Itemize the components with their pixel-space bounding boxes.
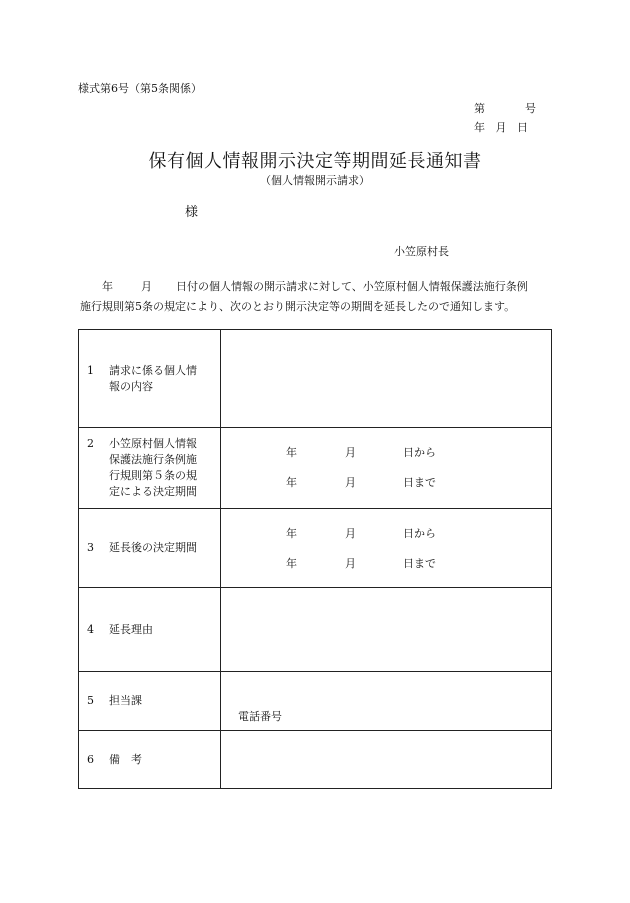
row-label	[79, 330, 221, 428]
number-suffix: 号	[525, 102, 536, 115]
row-label	[79, 731, 221, 789]
row-label	[79, 509, 221, 588]
date-year: 年	[474, 121, 485, 134]
row-number: 3	[87, 541, 94, 554]
notice-line-1	[80, 277, 550, 297]
date-day: 日	[517, 121, 528, 134]
row-label-text: 備 考	[109, 752, 142, 766]
table-row	[79, 731, 552, 789]
row-label-text: 請求に係る個人情報の内容	[109, 363, 197, 393]
row-label-text: 延長後の決定期間	[109, 541, 197, 554]
page-subtitle: （個人情報開示請求）	[260, 174, 370, 187]
period-cell[interactable]: 年 月 日から 年 月 日まで	[221, 428, 552, 509]
document-number	[474, 100, 536, 116]
content-cell[interactable]	[221, 588, 552, 672]
body-line1-rest: 日付の個人情報の開示請求に対して、小笠原村個人情報保護法施行条例	[176, 280, 528, 293]
content-cell[interactable]	[221, 330, 552, 428]
body-year: 年	[102, 280, 113, 293]
table-row	[79, 428, 552, 509]
row-number: 6	[87, 752, 94, 766]
notice-table	[78, 329, 552, 789]
page-title: 保有個人情報開示決定等期間延長通知書	[148, 151, 482, 172]
issuer: 小笠原村長	[394, 245, 449, 258]
table-row	[79, 672, 552, 731]
row-number: 5	[87, 694, 94, 707]
form-number: 様式第6号（第5条関係）	[78, 82, 202, 95]
body-month: 月	[141, 280, 152, 293]
period-cell[interactable]: 年 月 日から 年 月 日まで	[221, 509, 552, 588]
table-row	[79, 509, 552, 588]
row-label	[79, 672, 221, 731]
date-month: 月	[495, 121, 507, 134]
row-label	[79, 428, 221, 509]
notice-body	[80, 277, 550, 317]
notice-line-2: 施行規則第5条の規定により、次のとおり開示決定等の期間を延長したので通知します。	[80, 300, 516, 313]
content-cell[interactable]	[221, 731, 552, 789]
table-row	[79, 588, 552, 672]
table-row	[79, 330, 552, 428]
row-number: 4	[87, 622, 94, 636]
row-label-text: 延長理由	[109, 622, 153, 636]
phone-label: 電話番号	[238, 710, 282, 723]
row-label	[79, 588, 221, 672]
row-label-text: 担当課	[109, 694, 142, 707]
row-number: 2	[87, 437, 94, 450]
addressee: 様	[185, 205, 199, 220]
department-cell[interactable]	[221, 672, 552, 731]
number-prefix: 第	[474, 102, 485, 115]
issue-date	[474, 119, 528, 135]
row-label-text: 小笠原村個人情報保護法施行条例施行規則第５条の規定による決定期間	[109, 437, 197, 498]
row-number: 1	[87, 363, 94, 377]
